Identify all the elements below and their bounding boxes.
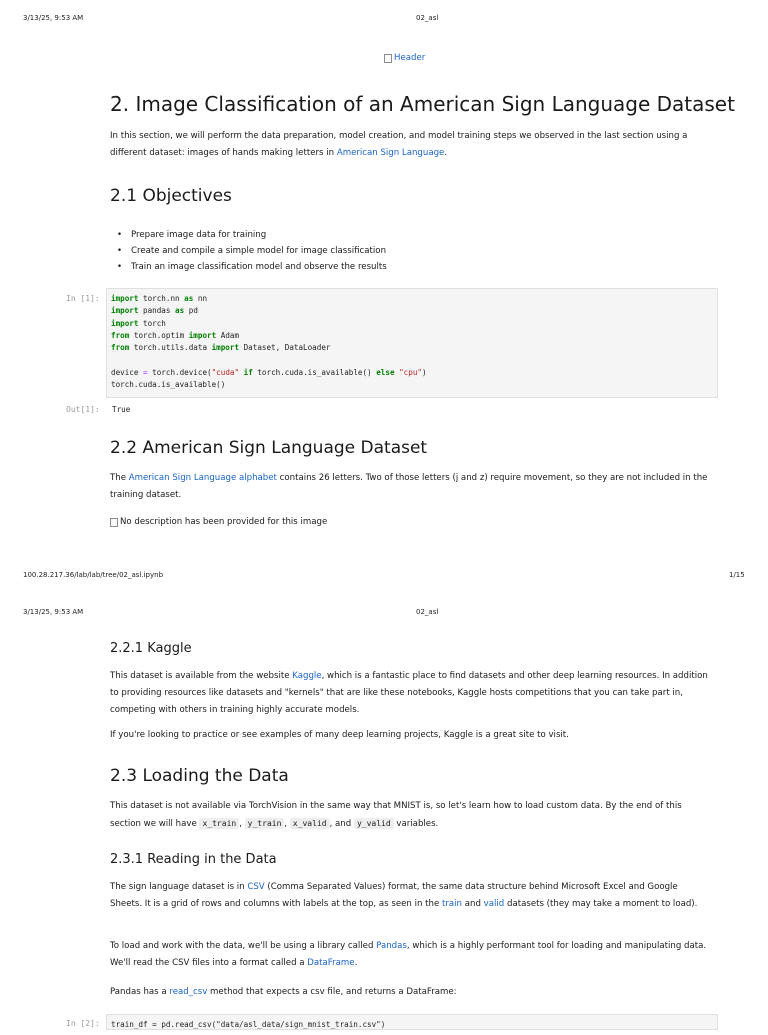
dataframe-link[interactable]: DataFrame — [307, 958, 355, 968]
list-item: • Create and compile a simple model for image classification — [117, 243, 387, 259]
input-prompt: In [2]: — [66, 1019, 100, 1028]
loading-text-post: variables. — [396, 819, 439, 829]
csv-link[interactable]: CSV — [247, 882, 265, 892]
and-word: and — [464, 899, 481, 909]
loading-text-pre: This dataset is not available via TorchVision in the same way that MNIST is, so let's learn how to load custom data. By the end of this section we will have — [110, 801, 682, 829]
pandas-link[interactable]: Pandas — [376, 941, 407, 951]
reading-text-pre: The sign language dataset is in — [110, 882, 245, 892]
loading-paragraph — [110, 798, 708, 833]
kaggle-heading: 2.2.1 Kaggle — [110, 641, 192, 656]
intro-text: In this section, we will perform the data preparation, model creation, and model training steps we observed in the last section using a different dataset: images of hands making letters in — [110, 131, 688, 158]
separator: , — [284, 819, 288, 829]
reading-text-post: datasets (they may take a moment to load). — [506, 899, 698, 909]
period: . — [354, 958, 358, 968]
pandas-paragraph — [110, 938, 708, 972]
reading-data-heading: 2.3.1 Reading in the Data — [110, 852, 277, 867]
code-block: import torch.nn as nn import pandas as pd import torch from torch.optim import Adam from torch.utils.data import Dataset, DataLoader device = torch.device("cuda" if torch.cuda.is_available() else "cpu") torch.cuda.is_available() — [111, 294, 427, 390]
read-csv-link[interactable]: read_csv — [169, 987, 208, 997]
kaggle-text-2: If you're looking to practice or see examples of many deep learning projects, Kaggle is a great site to visit. — [110, 730, 569, 740]
output-prompt: Out[1]: — [66, 405, 100, 414]
asl-image-alt: No description has been provided for this image — [120, 517, 328, 527]
print-url-footer: 100.28.217.36/lab/lab/tree/02_asl.ipynb — [23, 571, 164, 579]
pandas-text-mid: , which is a highly performant tool for loading and manipulating data. We'll read the CSV files into a format called a — [110, 941, 707, 968]
objectives-heading: 2.1 Objectives — [110, 186, 232, 206]
input-prompt: In [1]: — [66, 294, 100, 303]
readcsv-paragraph — [110, 984, 708, 1001]
inline-code-y-train: y_train — [245, 818, 285, 829]
print-title-header: 02_asl — [416, 14, 439, 22]
train-link[interactable]: train — [442, 899, 463, 909]
kaggle-link[interactable]: Kaggle — [292, 671, 322, 681]
list-item: • Train an image classification model and observe the results — [117, 259, 387, 275]
kaggle-text-post: , which is a fantastic place to find datasets and other deep learning resources. In addition to providing resources like datasets and "kernels" that are like these notebooks, Kaggle hosts competitions that you can take part in, competing with others in training highly accurate models. — [110, 671, 708, 715]
inline-code-x-valid: x_valid — [290, 818, 330, 829]
asl-image — [110, 517, 327, 527]
header-image-alt: Header — [394, 53, 426, 63]
inline-code-x-train: x_train — [199, 818, 239, 829]
list-item: • Prepare image data for training — [117, 227, 387, 243]
code-cell[interactable] — [106, 1014, 718, 1030]
print-date-header: 3/13/25, 9:53 AM — [23, 14, 84, 22]
header-image — [384, 53, 425, 63]
code-block: train_df = pd.read_csv("data/asl_data/sign_mnist_train.csv") — [111, 1020, 386, 1029]
broken-image-icon — [384, 54, 392, 63]
separator: , and — [329, 819, 352, 829]
kaggle-paragraph-2 — [110, 727, 708, 744]
asl-text-post: contains 26 letters. Two of those letters (j and z) require movement, so they are not included in the training dataset. — [110, 473, 708, 500]
asl-alphabet-link[interactable]: American Sign Language alphabet — [128, 473, 277, 483]
readcsv-text-post: method that expects a csv file, and returns a DataFrame: — [210, 987, 457, 997]
intro-paragraph: In this section, we will perform the data preparation, model creation, and model training steps we observed in the last section using a different dataset: images of hands making letters in American Sign Language. — [110, 131, 688, 158]
print-title-header: 02_asl — [416, 608, 439, 616]
kaggle-paragraph — [110, 668, 708, 719]
print-date-header: 3/13/25, 9:53 AM — [23, 608, 84, 616]
asl-link[interactable]: American Sign Language — [336, 148, 445, 158]
page-number: 1/15 — [729, 571, 745, 579]
broken-image-icon — [110, 518, 118, 527]
readcsv-text-pre: Pandas has a — [110, 987, 167, 997]
reading-text-mid: (Comma Separated Values) format, the same data structure behind Microsoft Excel and Google Sheets. It is a grid of rows and columns with labels at the top, as seen in the — [110, 882, 678, 909]
reading-paragraph — [110, 879, 708, 913]
output-value: True — [112, 405, 131, 414]
pandas-text-pre: To load and work with the data, we'll be using a library called — [110, 941, 374, 951]
objectives-list — [117, 227, 387, 275]
inline-code-y-valid: y_valid — [354, 818, 394, 829]
loading-data-heading: 2.3 Loading the Data — [110, 766, 289, 786]
separator: , — [239, 819, 242, 829]
asl-dataset-heading: 2.2 American Sign Language Dataset — [110, 438, 428, 458]
page-title: 2. Image Classification of an American Sign Language Dataset — [110, 92, 735, 116]
asl-paragraph — [110, 470, 708, 504]
code-cell[interactable] — [106, 288, 718, 398]
asl-text-pre: The — [110, 473, 126, 483]
kaggle-text-pre: This dataset is available from the website — [110, 671, 290, 681]
valid-link[interactable]: valid — [483, 899, 505, 909]
